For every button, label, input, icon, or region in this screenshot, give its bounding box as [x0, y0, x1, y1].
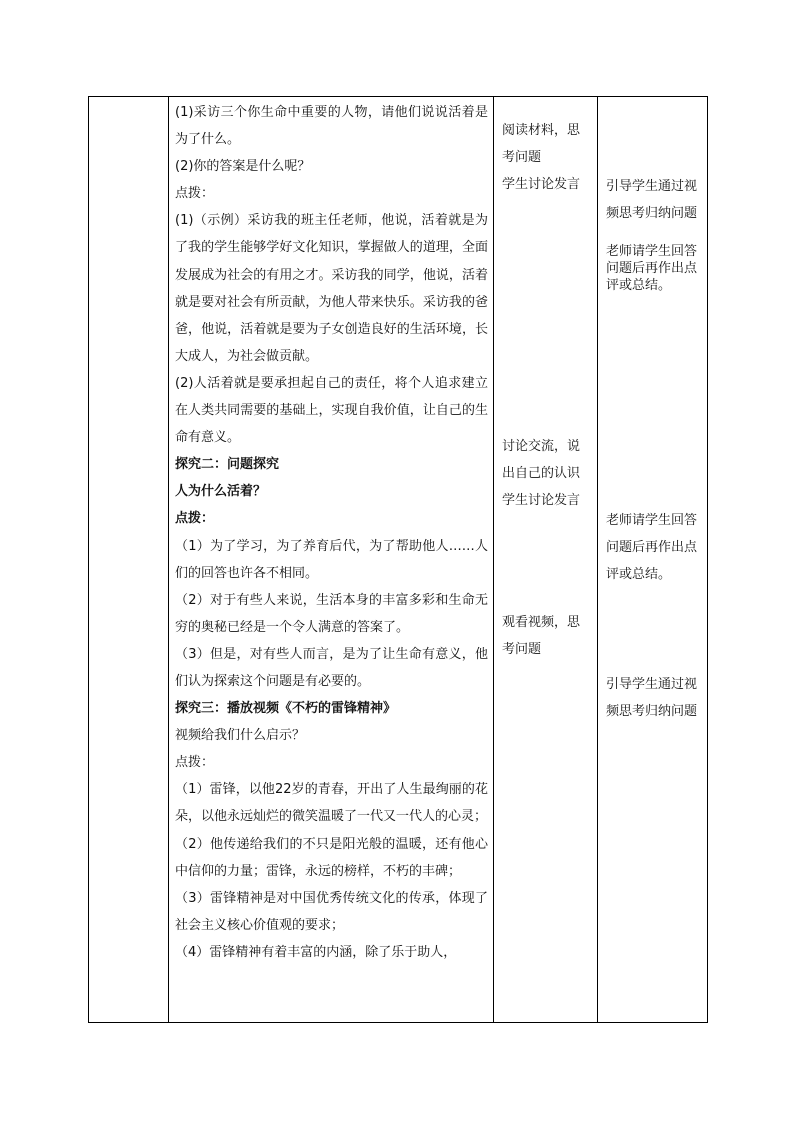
section-heading: 探究三：播放视频《不朽的雷锋精神》	[175, 701, 397, 717]
content-line: （4）雷锋精神有着丰富的内涵，除了乐于助人，	[175, 944, 457, 960]
content-line: (1)（示例）采访我的班主任老师，他说，活着就是为了我的学生能够学好文化知识，掌握做人的道理，全面发展成为社会的有用之才。采访我的同学，他说，活着就是要对社会有所贡献，为他人带来快乐。采访我的爸爸，他说，活着就是要为子女创造良好的生活环境，长大成人，为社会做贡献。	[175, 213, 488, 364]
teaching-content	[169, 97, 493, 966]
teacher-guide: 引导学生通过视频思考归纳问题	[606, 179, 698, 221]
student-activity-discuss: 学生讨论发言	[502, 177, 581, 192]
hint-label: 点拨：	[175, 511, 215, 527]
student-activity-exchange: 讨论交流，说出自己的认识	[502, 439, 581, 481]
teacher-guide: 引导学生通过视频思考归纳问题	[606, 677, 698, 719]
content-line: （3）但是，对有些人而言，是为了让生命有意义，他们认为探索这个问题是有必要的。	[175, 646, 488, 689]
content-line: （2）对于有些人来说，生活本身的丰富多彩和生命无穷的奥秘已经是一个令人满意的答案了。	[175, 592, 488, 635]
content-column-cell	[169, 97, 494, 1023]
teacher-comment: 老师请学生回答问题后再作出点评或总结。	[606, 244, 698, 293]
student-activity-read: 阅读材料，思考问题	[502, 123, 581, 165]
content-line: 点拨：	[175, 755, 215, 771]
content-line: 视频给我们什么启示？	[175, 728, 306, 744]
student-activity-video: 观看视频，思考问题	[502, 615, 581, 657]
stage-column-cell	[89, 97, 169, 1023]
teacher-comment: 老师请学生回答问题后再作出点评或总结。	[606, 513, 698, 582]
content-line: (1)采访三个你生命中重要的人物，请他们说说活着是为了什么。	[175, 105, 488, 148]
student-activity-cell	[494, 97, 598, 1023]
content-line: (2)你的答案是什么呢？	[175, 159, 311, 175]
content-line: （1）雷锋，以他22岁的青春，开出了人生最绚丽的花朵，以他永远灿烂的微笑温暖了一代又一代人的心灵；	[175, 782, 488, 825]
teacher-activity	[598, 173, 707, 725]
section-heading: 探究二：问题探究	[175, 457, 280, 473]
student-activity	[494, 117, 597, 663]
content-line: （1）为了学习，为了养育后代，为了帮助他人……人们的回答也许各不相同。	[175, 538, 488, 581]
student-activity-discuss: 学生讨论发言	[502, 493, 581, 508]
question-heading: 人为什么活着？	[175, 484, 267, 500]
content-line: （2）他传递给我们的不只是阳光般的温暖，还有他心中信仰的力量；雷锋，永远的榜样，不朽的丰碑；	[175, 836, 488, 879]
content-line: 点拨：	[175, 186, 215, 202]
content-line: (2)人活着就是要承担起自己的责任，将个人追求建立在人类共同需要的基础上，实现自我价值，让自己的生命有意义。	[175, 375, 488, 446]
content-line: （3）雷锋精神是对中国优秀传统文化的传承，体现了社会主义核心价值观的要求；	[175, 890, 488, 933]
teacher-activity-cell	[598, 97, 708, 1023]
lesson-plan-table	[88, 96, 708, 1023]
